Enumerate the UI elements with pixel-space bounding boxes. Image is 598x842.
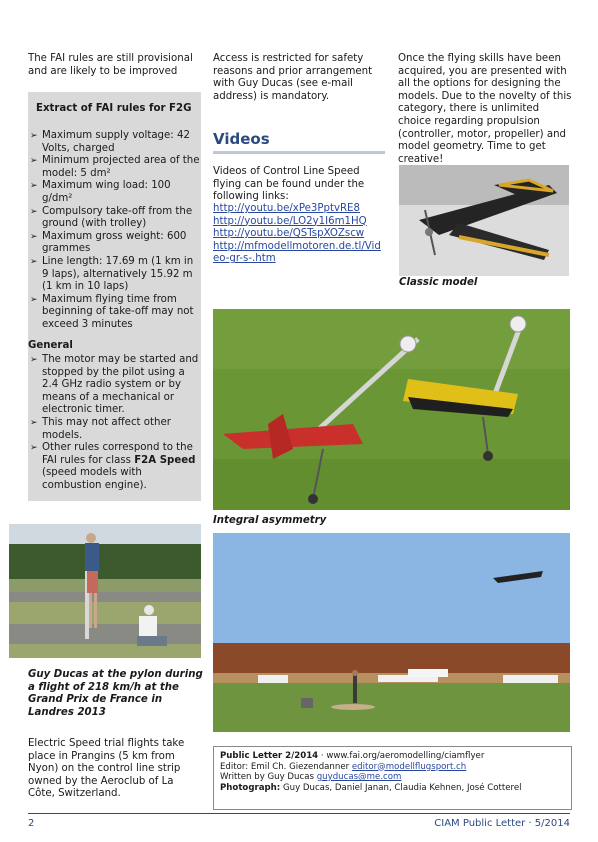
arrow-bullet-icon: ➢ — [30, 417, 38, 428]
arrow-bullet-icon: ➢ — [30, 206, 38, 217]
general-title: General — [28, 340, 73, 351]
class-name: F2A Speed — [134, 454, 196, 466]
arrow-bullet-icon: ➢ — [30, 131, 38, 141]
footer-title: CIAM Public Letter · 5/2014 — [434, 818, 570, 829]
rule-item: ➢ Maximum gross weight: 600 grammes — [30, 230, 187, 255]
photo-credit-line: Photograph: Guy Ducas, Daniel Janan, Claudia Kehnen, José Cotterel — [220, 782, 522, 793]
rule-item: ➢ Line length: 17.69 m (1 km in 9 laps), alternatively 15.92 m (1 km in 10 laps) — [30, 255, 194, 293]
arrow-bullet-icon: ➢ — [30, 355, 38, 365]
videos-heading: Videos — [213, 130, 270, 148]
editor-email-link[interactable]: editor@modellflugsport.ch — [351, 761, 467, 772]
arrow-bullet-icon: ➢ — [30, 443, 38, 454]
col1-bottom: Electric Speed trial flights take place in Prangins (5 km from Nyon) on the control line strip owned by the Aeroclub of La Côte, Switzerland. — [28, 738, 185, 800]
rules-list — [28, 130, 201, 332]
general-item: ➢ The motor may be started and stopped by the pilot using a 2.4 GHz radio system or by means of a mechanical or electronic timer. — [30, 354, 199, 416]
pylon-photo — [9, 524, 201, 658]
video-link[interactable]: http://youtu.be/LO2y1I6m1HQ — [213, 215, 367, 227]
classic-model-image — [399, 165, 569, 276]
page-number: 2 — [28, 818, 35, 829]
publication-url: · www.fai.org/aeromodelling/ciamflyer — [318, 751, 485, 761]
rule-item: ➢ Compulsory take-off from the ground (with trolley) — [30, 205, 193, 230]
publication-title: Public Letter 2/2014 — [220, 751, 319, 761]
caption-integral: Integral asymmetry — [213, 515, 327, 526]
arrow-bullet-icon: ➢ — [30, 181, 38, 192]
arrow-bullet-icon: ➢ — [30, 256, 38, 267]
col2-intro: Access is restricted for safety reasons and prior arrangement with Guy Ducas (see e-mail address) is mandatory. — [213, 53, 373, 102]
airfield-photo — [213, 533, 570, 732]
rule-item: ➢ Maximum flying time from beginning of take-off may not exceed 3 minutes — [30, 293, 194, 330]
arrow-bullet-icon: ➢ — [30, 294, 38, 305]
airfield-image — [213, 533, 570, 732]
written-line: Written by Guy Ducas guyducas@me.com — [220, 772, 402, 782]
col3-intro: Once the flying skills have been acquired, you are presented with all the options for designing the models. Due to the novelty of this category, there is unlimited choice regarding propulsion (controller, motor, propeller) and model geometry. Time to get creative! — [398, 53, 572, 165]
rule-item: ➢ Minimum projected area of the model: 5 dm² — [30, 155, 200, 179]
rules-box — [28, 92, 201, 501]
publication-line — [214, 751, 571, 762]
arrow-bullet-icon: ➢ — [30, 156, 38, 167]
general-item: ➢ This may not affect other models. — [30, 416, 171, 441]
rule-item: ➢ Maximum supply voltage: 42 Volts, charged — [30, 130, 190, 154]
integral-asymmetry-photo — [213, 309, 570, 510]
author-email-link[interactable]: guyducas@me.com — [316, 772, 402, 782]
video-link[interactable]: http://mfmodellmotoren.de.tl/Vid — [213, 240, 381, 252]
caption-pylon: Guy Ducas at the pylon during a flight of 218 km/h at the Grand Prix de France in Landres 2013 — [28, 669, 203, 718]
caption-classic: Classic model — [399, 277, 478, 288]
general-list — [28, 354, 201, 493]
general-item: ➢ Other rules correspond to the FAI rules for class F2A Speed (speed models with combustion engine). — [30, 442, 196, 491]
rules-title: Extract of FAI rules for F2G — [36, 103, 192, 114]
rule-item: ➢ Maximum wing load: 100 g/dm² — [30, 180, 171, 204]
video-link-continued[interactable]: eo-gr-s-.htm — [213, 253, 276, 265]
arrow-bullet-icon: ➢ — [30, 231, 38, 242]
videos-text: Videos of Control Line Speed flying can be found under the following links: — [213, 166, 365, 203]
col1-intro: The FAI rules are still provisional and are likely to be improved — [28, 53, 193, 77]
video-link[interactable]: http://youtu.be/xPe3PptvRE8 — [213, 203, 360, 214]
publication-info-box — [213, 746, 572, 810]
footer-divider — [28, 813, 570, 814]
video-link[interactable]: http://youtu.be/QSTspXOZscw — [213, 228, 365, 240]
classic-model-photo — [399, 165, 569, 276]
video-links — [213, 203, 393, 266]
editor-line: Editor: Emil Ch. Giezendanner editor@modellflugsport.ch — [220, 761, 467, 772]
videos-divider — [213, 151, 385, 154]
integral-asymmetry-image — [213, 309, 570, 510]
pylon-photo-image — [9, 524, 201, 658]
